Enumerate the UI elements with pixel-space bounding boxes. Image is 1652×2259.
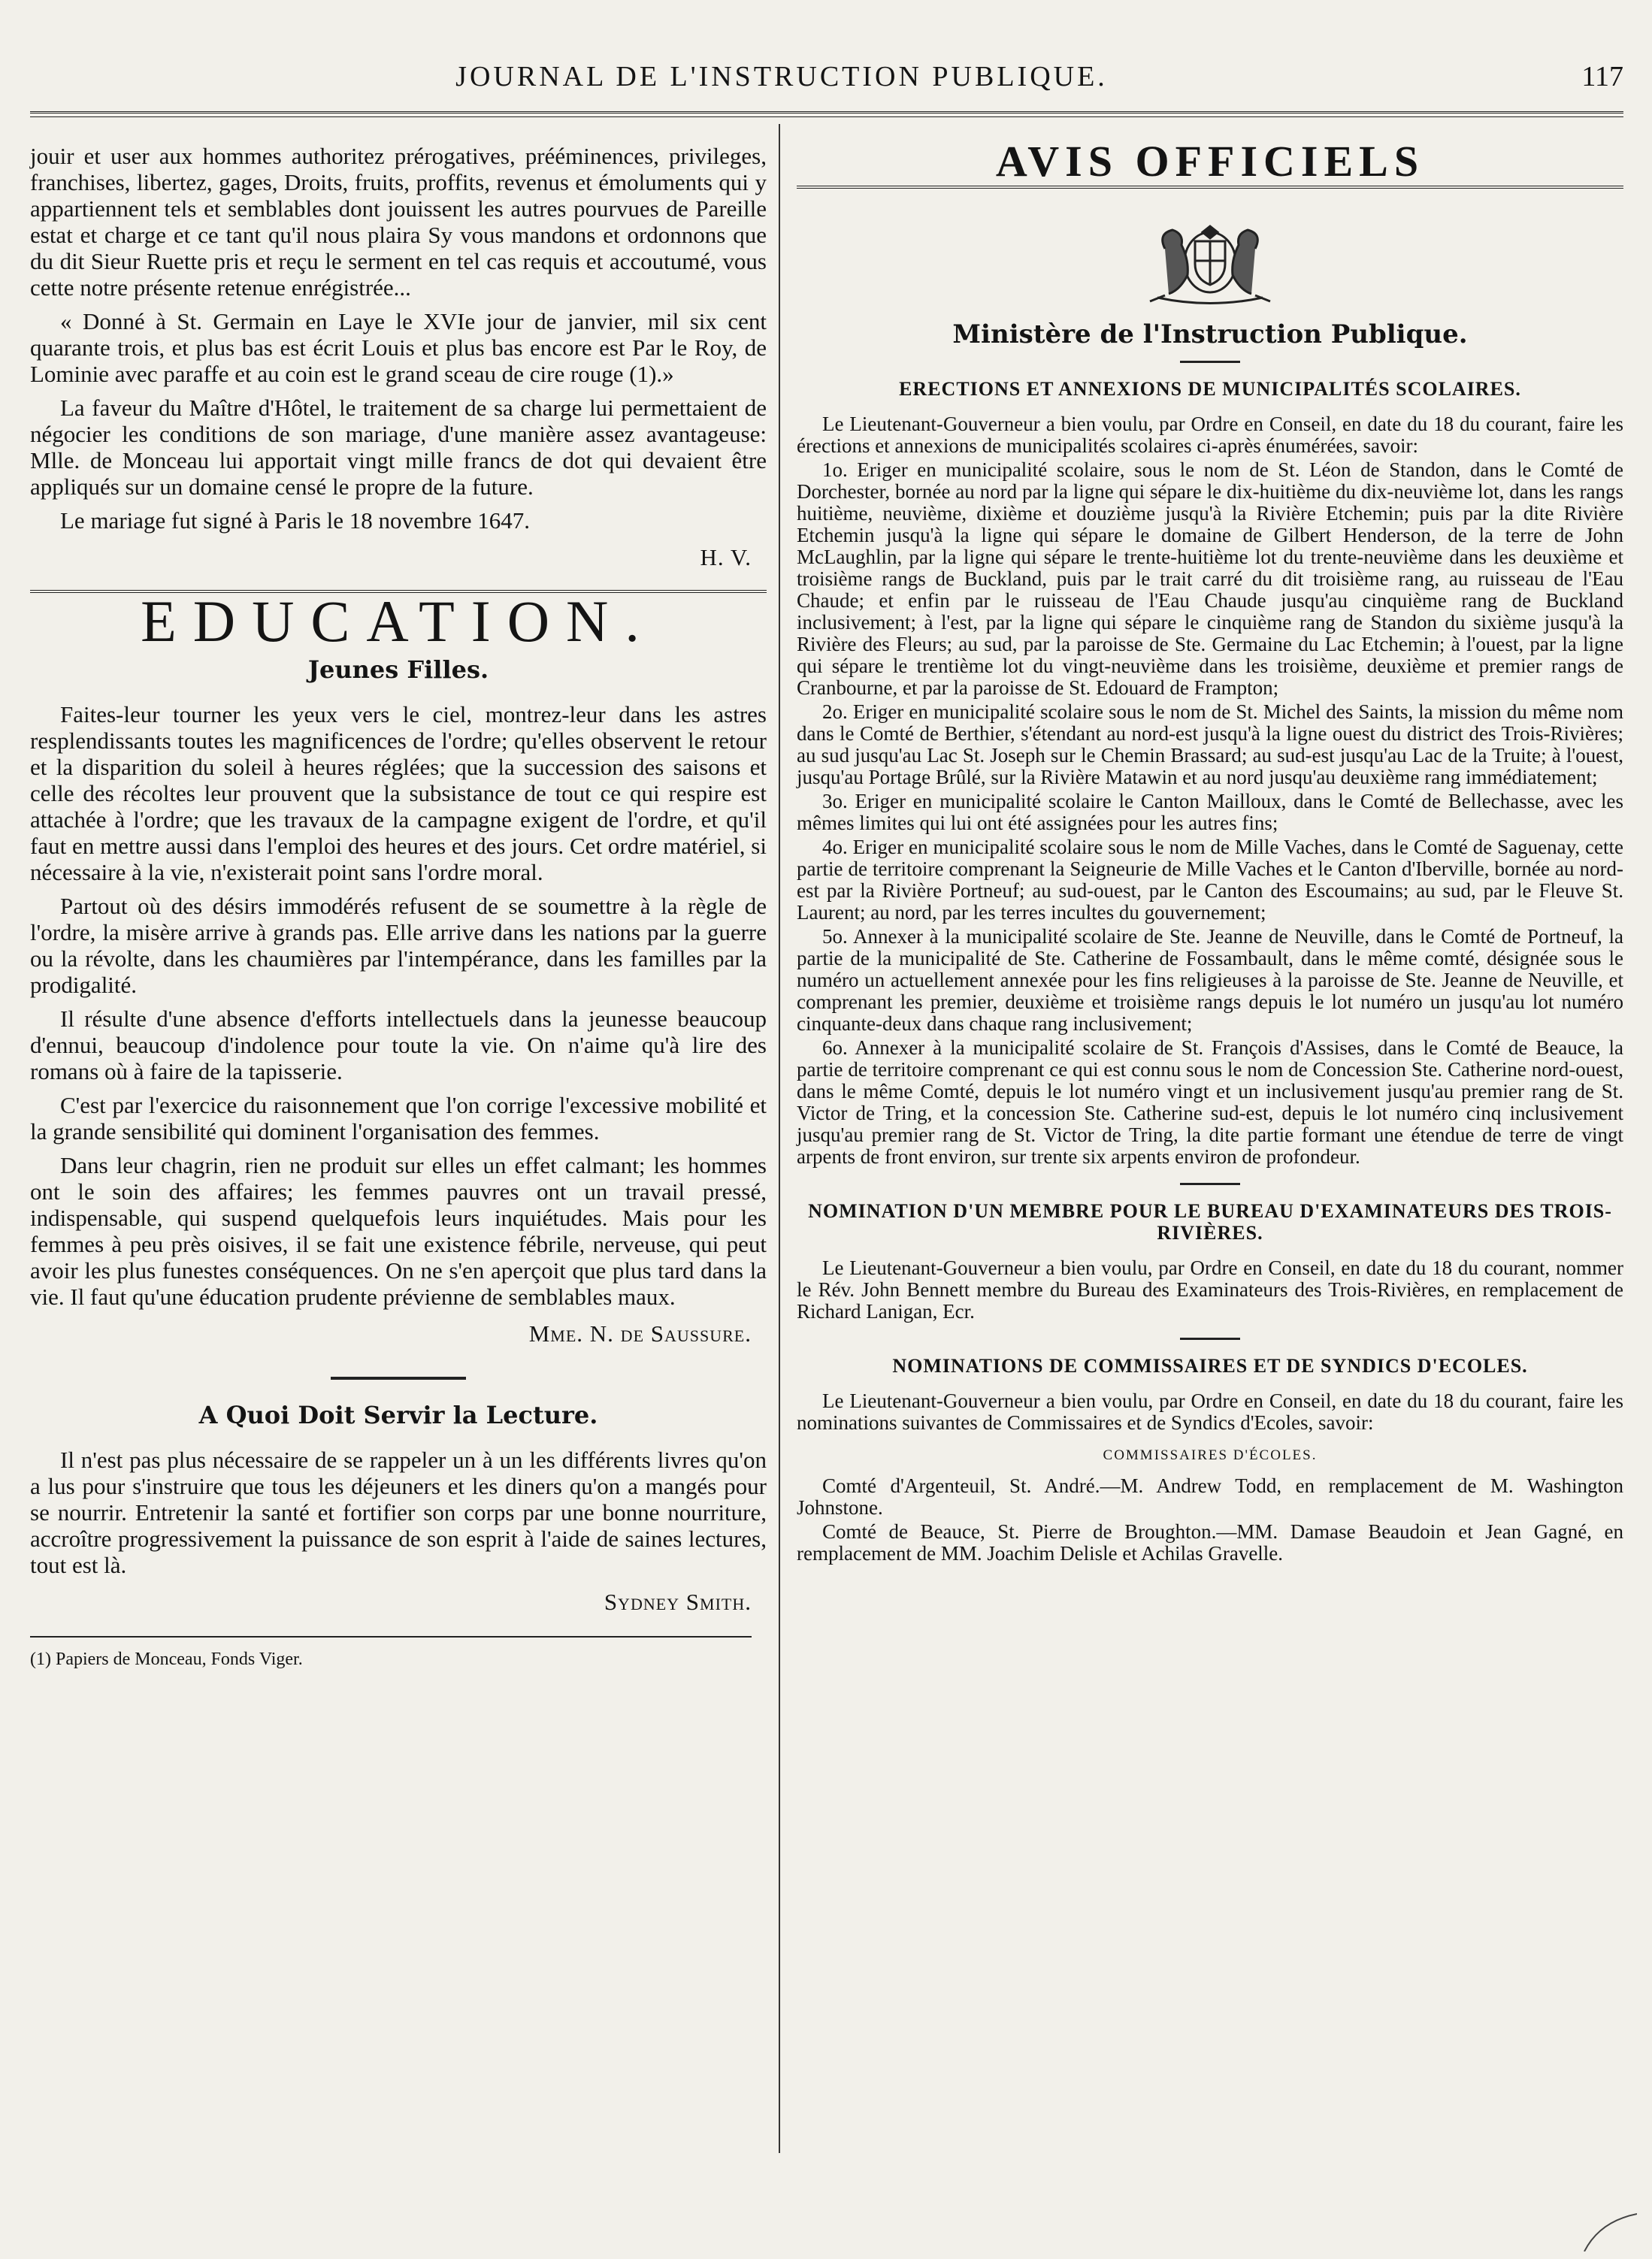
education-heading: EDUCATION. (141, 588, 656, 654)
erections-paragraph: 1o. Eriger en municipalité scolaire, sous le nom de St. Léon de Standon, dans le Comté de Dorchester, bornée au nord par la ligne qui sépare le dix-huitième du dix-neuvième lot, dans les rangs huitième, neuvième, dixième et douzième jusqu'à la Rivière Etchemin; puis par la dite Rivière Etchemin jusqu'à la ligne qui sépare le domaine de Gilbert Henderson, de la terre de John McLaughlin, par la ligne qui sépare le trente-huitième lot du trente-neuvième dans les deuxième et troisième rangs de Buckland, puis par le trait carré du dit troisième rang, au ruisseau de l'Eau Chaude; et enfin par le ruisseau de l'Eau Chaude jusqu'au cinquième rang de Buckland inclusivement; à l'est, par la ligne qui sépare le cinquième rang de Standon du sixième jusqu'à la Rivière des Fleurs; au sud, par la paroisse de Ste. Germaine du Lac Etchemin; à l'ouest, par la ligne qui sépare le trentième lot du vingt-neuvième dans les troisième, deuxième et premier rangs de Cranbourne, et par la paroisse de St. Edouard de Frampton; (797, 458, 1623, 699)
commissaires-subheading: COMMISSAIRES D'ÉCOLES. (1103, 1447, 1318, 1463)
heading-rule (797, 186, 1623, 189)
short-divider (1180, 1183, 1240, 1185)
erections-paragraph: 3o. Eriger en municipalité scolaire le Canton Mailloux, dans le Comté de Bellechasse, avec les mêmes limites qui lui ont été assignées pour les autres fins; (797, 790, 1623, 834)
ministry-title: Ministère de l'Instruction Publique. (952, 319, 1468, 349)
nominations-commissaires-heading: NOMINATIONS DE COMMISSAIRES ET DE SYNDICS D'ECOLES. (892, 1355, 1528, 1377)
erections-paragraph: 4o. Eriger en municipalité scolaire sous le nom de Mille Vaches, dans le Comté de Saguenay, cette partie de territoire comprenant la Seigneurie de Mille Vaches et le Canton d'Iberville, bornée au nord-est par la Rivière Portneuf; au sud-ouest, par le Canton des Escoumains; au sud, par le Fleuve St. Laurent; au nord, par les terres incultes du gouvernement; (797, 836, 1623, 924)
education-paragraph: Partout où des désirs immodérés refusent de se soumettre à la règle de l'ordre, la misère arrive à grands pas. Elle arrive dans les nations par la guerre ou la révolte, dans les chaumières par l'intempérance, dans les familles par la prodigalité. (30, 893, 767, 998)
footnote: (1) Papiers de Monceau, Fonds Viger. (30, 1650, 303, 1669)
commissaire-entry: Comté d'Argenteuil, St. André.—M. Andrew Todd, en remplacement de M. Washington Johnstone. (797, 1474, 1623, 1519)
author-signature-hv: H. V. (700, 544, 752, 570)
continuation-paragraph: « Donné à St. Germain en Laye le XVIe jour de janvier, mil six cent quarante trois, et plus bas est écrit Louis et plus bas encore est Par le Roy, de Lominie avec paraffe et au coin est le grand sceau de cire rouge (1).» (30, 308, 767, 387)
erections-paragraph: Le Lieutenant-Gouverneur a bien voulu, par Ordre en Conseil, en date du 18 du courant, faire les érections et annexions de municipalités scolaires ci-après énumérées, savoir: (797, 413, 1623, 457)
avis-officiels-heading: AVIS OFFICIELS (995, 137, 1425, 186)
article-title-lecture: A Quoi Doit Servir la Lecture. (198, 1401, 598, 1429)
continuation-article (30, 143, 767, 570)
short-divider (1180, 361, 1240, 363)
royal-coat-of-arms-icon (1135, 211, 1285, 309)
nominations-commissaires-paragraph: Le Lieutenant-Gouverneur a bien voulu, par Ordre en Conseil, en date du 18 du courant, faire les nominations suivantes de Commissaires et de Syndics d'Ecoles, savoir: (797, 1390, 1623, 1434)
author-signature-saussure: Mme. N. de Saussure. (528, 1320, 752, 1347)
short-divider (1180, 1338, 1240, 1340)
education-paragraph: Faites-leur tourner les yeux vers le ciel, montrez-leur dans les astres resplendissants toutes les magnificences de l'ordre; qu'elles observent le retour et la disparition du soleil à heures réglées; que la succession des saisons et celle des récoltes leur prouvent que la subsistance de tout ce qui respire est attachée à l'ordre; que les travaux de la campagne exigent de l'ordre, et qu'il faut en mettre aussi dans l'emploi des heures et des jours. Cet ordre matériel, si nécessaire à la vie, n'existerait point sans l'ordre moral. (30, 701, 767, 885)
continuation-paragraph: La faveur du Maître d'Hôtel, le traitement de sa charge lui permettaient de négocier les conditions de son mariage, d'une manière assez avantageuse: Mlle. de Monceau lui apportait vingt mille francs de dot qui devaient être appliqués sur un domaine censé le propre de la future. (30, 395, 767, 500)
continuation-paragraph: Le mariage fut signé à Paris le 18 novembre 1647. (60, 507, 530, 534)
nomination-bureau-heading: NOMINATION D'UN MEMBRE POUR LE BUREAU D'EXAMINATEURS DES TROIS-RIVIÈRES. (808, 1200, 1612, 1244)
education-paragraph: Dans leur chagrin, rien ne produit sur elles un effet calmant; les hommes ont le soin des affaires; les femmes pauvres ont un travail pressé, indispensable, qui suspend quelquefois leurs inquiétudes. Mais pour les femmes à peu près oisives, il se fait une existence fébrile, nerveuse, qui peut avoir les plus funestes conséquences. On ne s'en aperçoit que plus tard dans la vie. Il faut qu'une éducation prudente prévienne de semblables maux. (30, 1152, 767, 1310)
page-corner-mark (1562, 2206, 1637, 2251)
footnote-rule (30, 1636, 752, 1638)
education-paragraph: Il résulte d'une absence d'efforts intellectuels dans la jeunesse beaucoup d'ennui, beaucoup d'indolence pour toute la vie. On n'aime qu'à lire des romans où à faire de la tapisserie. (30, 1006, 767, 1084)
erections-paragraph: 6o. Annexer à la municipalité scolaire de St. François d'Assises, dans le Comté de Beauce, la partie de territoire comprenant ce qui est connu sous le nom de Concession Ste. Catherine nord-ouest, dans le même Comté, depuis le lot numéro vingt et un inclusivement jusqu'au premier rang de St. Victor de Tring, et la concession Ste. Catherine sud-est, depuis le lot numéro cinq inclusivement jusqu'au premier rang de St. Victor de Tring, la dite partie formant une étendue de terre de vingt arpents de front environ, sur trente six arpents environ de profondeur. (797, 1036, 1623, 1168)
page-number: 117 (1581, 61, 1623, 92)
erections-paragraph: 2o. Eriger en municipalité scolaire sous le nom de St. Michel des Saints, la mission du même nom dans le Comté de Berthier, s'étendant au nord-est jusqu'à la ligne ouest du district des Trois-Rivières; au sud jusqu'au Lac St. Joseph sur le Chemin Brassard; au sud-est jusqu'au Lac de la Truite; à l'ouest, jusqu'au Portage Brûlé, sur la Rivière Matawin et au nord jusqu'au deuxième rang immédiatement; (797, 700, 1623, 788)
page-header (30, 60, 1623, 113)
education-paragraph: C'est par l'exercice du raisonnement que l'on corrige l'excessive mobilité et la grande sensibilité qui dominent l'organisation des femmes. (30, 1092, 767, 1145)
author-signature-smith: Sydney Smith. (604, 1589, 752, 1615)
erections-heading: ERECTIONS ET ANNEXIONS DE MUNICIPALITÉS SCOLAIRES. (899, 378, 1521, 400)
article-title-jeunes-filles: Jeunes Filles. (307, 655, 489, 684)
lecture-paragraph: Il n'est pas plus nécessaire de se rappeler un à un les différents livres qu'on a lus pour s'instruire que tous les déjeuners et les diners qu'on a mangés pour se nourrir. Entretenir la santé et fortifier son corps par une bonne nourriture, accroître progressivement la puissance de son esprit à l'aide de saines lectures, tout est là. (30, 1447, 767, 1578)
left-column (30, 143, 767, 1673)
nomination-bureau-paragraph: Le Lieutenant-Gouverneur a bien voulu, par Ordre en Conseil, en date du 18 du courant, nommer le Rév. John Bennett membre du Bureau des Examinateurs des Trois-Rivières, en remplacement de Richard Lanigan, Ecr. (797, 1257, 1623, 1323)
journal-title: JOURNAL DE L'INSTRUCTION PUBLIQUE. (455, 61, 1108, 92)
header-rule (30, 111, 1623, 117)
commissaire-entry: Comté de Beauce, St. Pierre de Broughton.—MM. Damase Beaudoin et Jean Gagné, en remplacement de MM. Joachim Delisle et Achilas Gravelle. (797, 1520, 1623, 1565)
article-divider (331, 1377, 466, 1380)
erections-paragraph: 5o. Annexer à la municipalité scolaire de Ste. Jeanne de Neuville, dans le Comté de Portneuf, la partie de la municipalité de Ste. Catherine de Fossambault, dans le même comté, désignée sous le numéro un actuellement annexée pour les fins religieuses à la paroisse de Ste. Jeanne de Neuville, et comprenant les premier, deuxième et troisième rangs depuis le lot numéro un jusqu'au lot numéro cinquante-deux dans chaque rang inclusivement; (797, 925, 1623, 1035)
continuation-paragraph: jouir et user aux hommes authoritez prérogatives, prééminences, privileges, franchises, libertez, gages, Droits, fruits, proffits, revenus et émoluments qui y appartiennent tels et semblables dont jouissent les autres pourvues de Pareille estat et charge et ce tant qu'il nous plaira Sy vous mandons et ordonnons que du dit Sieur Ruette pris et reçu le serment en tel cas requis et accoutumé, vous cette notre présente retenue enrégistrée... (30, 143, 767, 301)
column-divider (779, 124, 780, 2153)
right-column (797, 137, 1623, 1567)
